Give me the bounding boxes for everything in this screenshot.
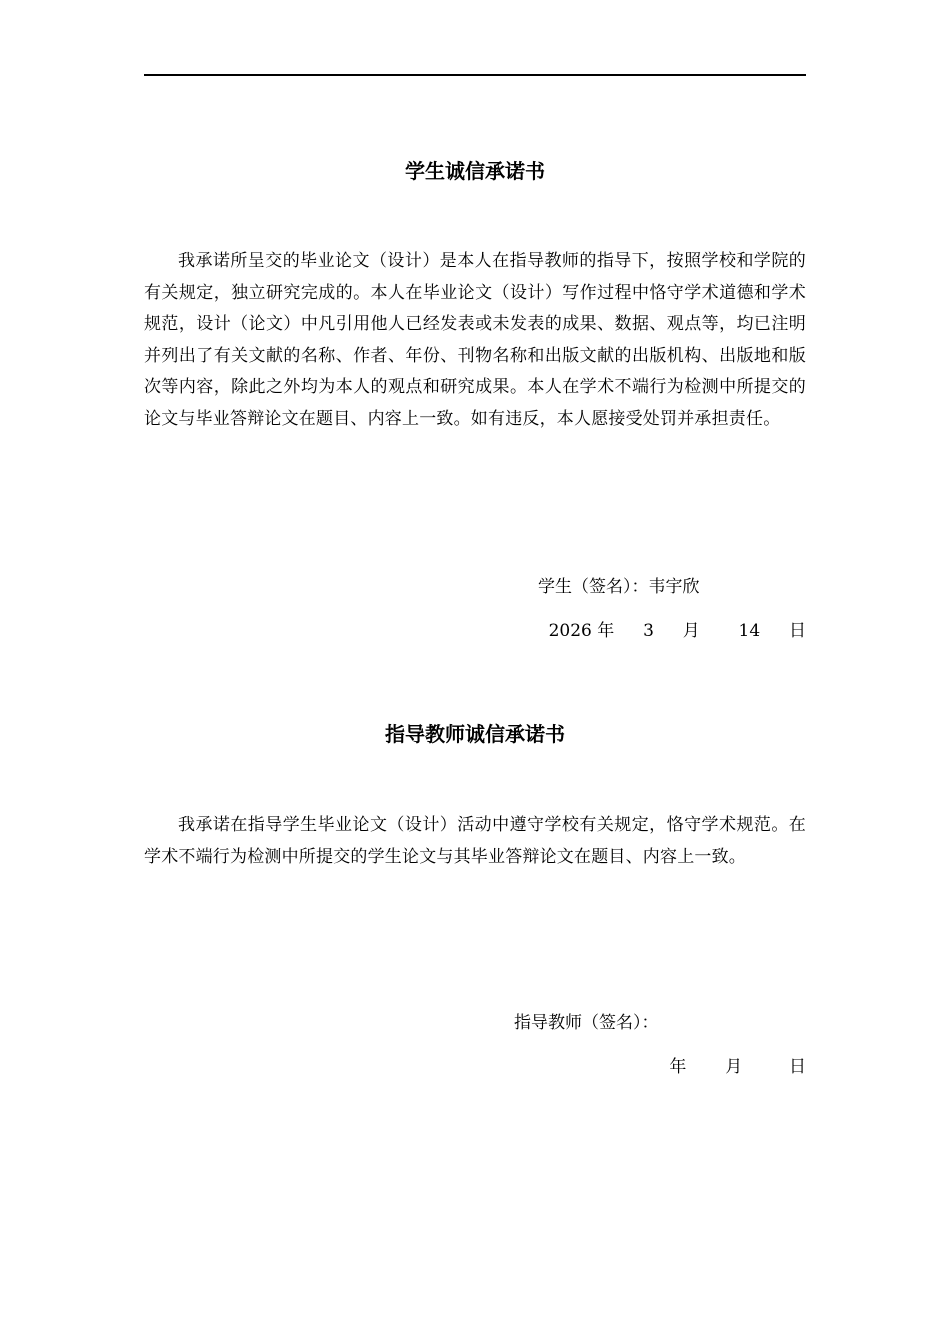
student-signature-line: 学生（签名）：韦宇欣 [538, 577, 700, 597]
student-date-year: 2026 [548, 621, 592, 641]
teacher-date-day-unit: 日 [789, 1057, 806, 1077]
header-rule [144, 74, 806, 76]
student-date-year-unit: 年 [597, 621, 615, 641]
teacher-date-year-unit: 年 [669, 1057, 687, 1077]
student-date-day-unit: 日 [789, 621, 806, 641]
student-date-line [549, 619, 806, 643]
student-pledge-paragraph: 我承诺所呈交的毕业论文（设计）是本人在指导教师的指导下，按照学校和学院的有关规定，独立研究完成的。本人在毕业论文（设计）写作过程中恪守学术道德和学术规范，设计（论文）中凡引用他人已经发表或未发表的成果、数据、观点等，均已注明并列出了有关文献的名称、作者、年份、刊物名称和出版文献的出版机构、出版地和版次等内容，除此之外均为本人的观点和研究成果。本人在学术不端行为检测中所提交的论文与毕业答辩论文在题目、内容上一致。如有违反，本人愿接受处罚并承担责任。 [144, 251, 806, 429]
student-date-month-unit: 月 [682, 621, 700, 641]
teacher-signature-line: 指导教师（签名）： [514, 1013, 659, 1033]
student-date-day: 14 [738, 621, 761, 641]
student-date-month: 3 [643, 621, 654, 641]
teacher-date-line [669, 1055, 806, 1079]
teacher-pledge-paragraph: 我承诺在指导学生毕业论文（设计）活动中遵守学校有关规定，恪守学术规范。在学术不端行为检测中所提交的学生论文与其毕业答辩论文在题目、内容上一致。 [144, 815, 806, 867]
teacher-date-month-unit: 月 [725, 1057, 743, 1077]
teacher-pledge-title: 指导教师诚信承诺书 [385, 722, 565, 746]
student-pledge-title: 学生诚信承诺书 [405, 159, 545, 183]
